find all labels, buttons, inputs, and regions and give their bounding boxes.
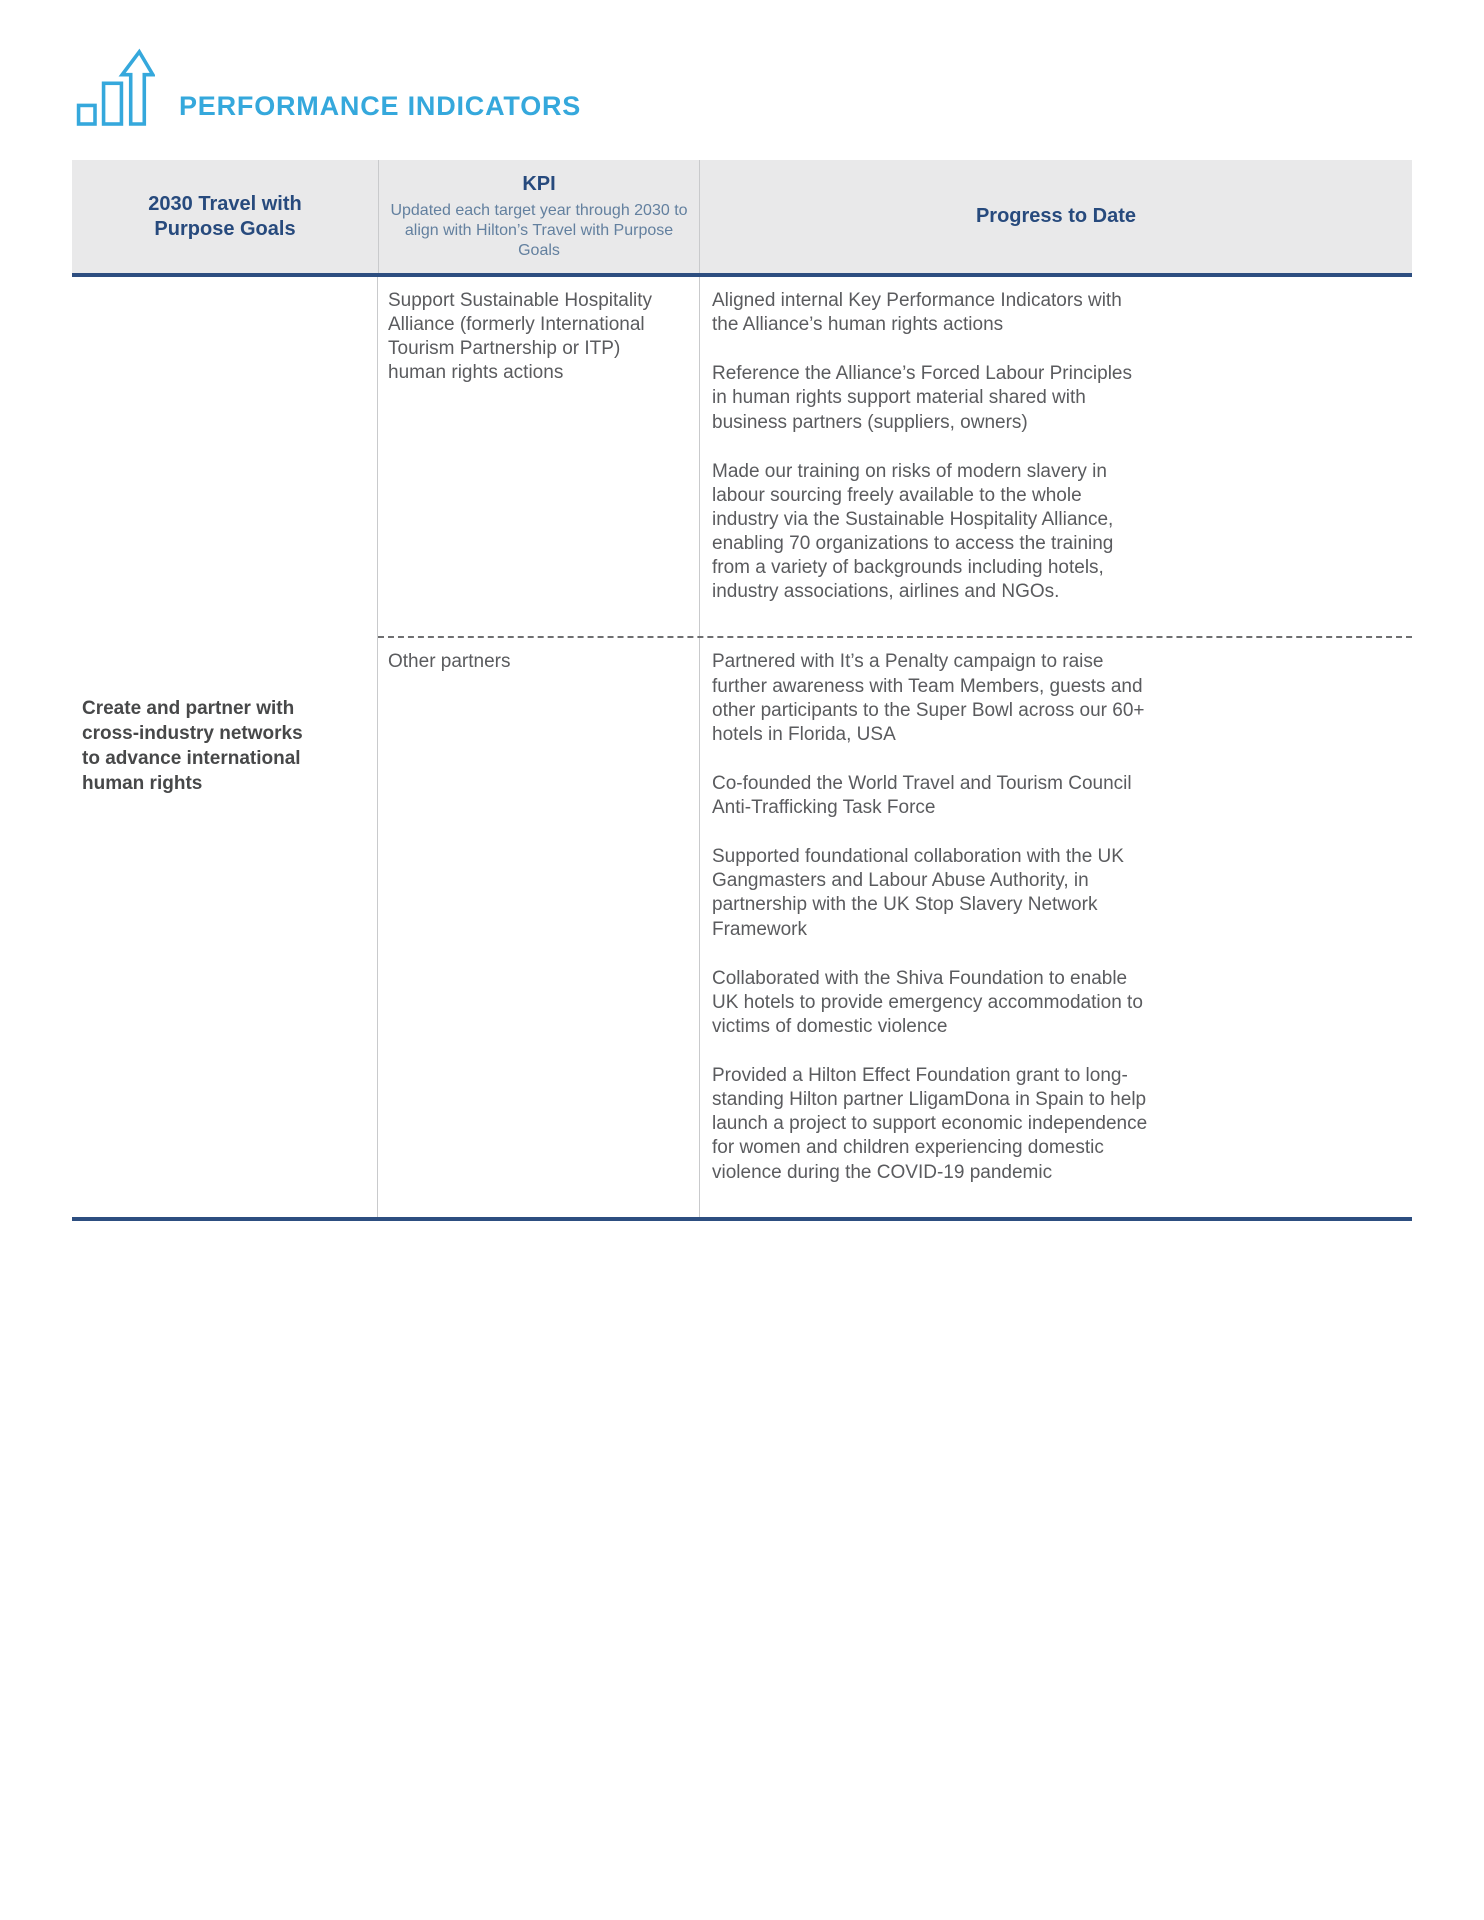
progress-cell — [700, 277, 1412, 636]
progress-header-label: Progress to Date — [975, 205, 1137, 227]
page-title: PERFORMANCE INDICATORS — [179, 91, 582, 121]
performance-indicators-table — [72, 160, 1412, 1221]
progress-paragraph: Supported foundational collaboration with the UK Gangmasters and Labour Abuse Authority, in partnership with the UK Stop Slavery Network Framework — [712, 846, 1124, 940]
kpi-text: Other partners — [388, 651, 511, 673]
kpi-cell — [378, 277, 700, 636]
progress-paragraph: Partnered with It’s a Penalty campaign to raise further awareness with Team Members, guests and other participants to the Super Bowl across our 60+ hotels in Florida, USA — [712, 651, 1145, 745]
progress-paragraph: Collaborated with the Shiva Foundation to enable UK hotels to provide emergency accommodation to victims of domestic violence — [712, 967, 1143, 1037]
table-header-row — [72, 160, 1412, 273]
kpi-rows-container — [378, 277, 1412, 1217]
page-header — [72, 38, 1412, 130]
table-row — [378, 636, 1412, 1216]
table-body — [72, 277, 1412, 1217]
progress-paragraph: Co-founded the World Travel and Tourism Council Anti-Trafficking Task Force — [712, 772, 1132, 818]
kpi-header-subtitle: Updated each target year through 2030 to align with Hilton’s Travel with Purpose Goals — [390, 202, 688, 259]
column-header-progress — [700, 160, 1412, 273]
progress-paragraph: Reference the Alliance’s Forced Labour Principles in human rights support material shared with business partners (suppliers, owners) — [712, 363, 1132, 433]
kpi-cell — [378, 638, 700, 1216]
kpi-text: Support Sustainable Hospitality Alliance (formerly International Tourism Partnership or ITP) human rights actions — [388, 290, 653, 384]
progress-paragraph: Provided a Hilton Effect Foundation grant to long-standing Hilton partner LligamDona in Spain to help launch a project to support economic independence for women and children experiencing domestic violence during the COVID-19 pandemic — [712, 1065, 1148, 1183]
table-row — [378, 277, 1412, 636]
kpi-header-label: KPI — [522, 173, 556, 195]
table-bottom-rule — [72, 1217, 1412, 1221]
goal-cell — [72, 277, 378, 1217]
column-header-kpi — [378, 160, 700, 273]
goals-header-label: 2030 Travel with Purpose Goals — [148, 192, 302, 240]
progress-cell — [700, 638, 1412, 1216]
progress-paragraph: Aligned internal Key Performance Indicators with the Alliance’s human rights actions — [712, 290, 1122, 336]
column-header-goals — [72, 160, 378, 273]
progress-paragraph: Made our training on risks of modern slavery in labour sourcing freely available to the whole industry via the Sustainable Hospitality Alliance, enabling 70 organizations to access the training from a variety of backgrounds including hotels, industry associations, airlines and NGOs. — [712, 460, 1114, 603]
bar-chart-growth-icon — [75, 38, 155, 130]
goal-text: Create and partner with cross-industry networks to advance international human rights — [82, 698, 303, 794]
